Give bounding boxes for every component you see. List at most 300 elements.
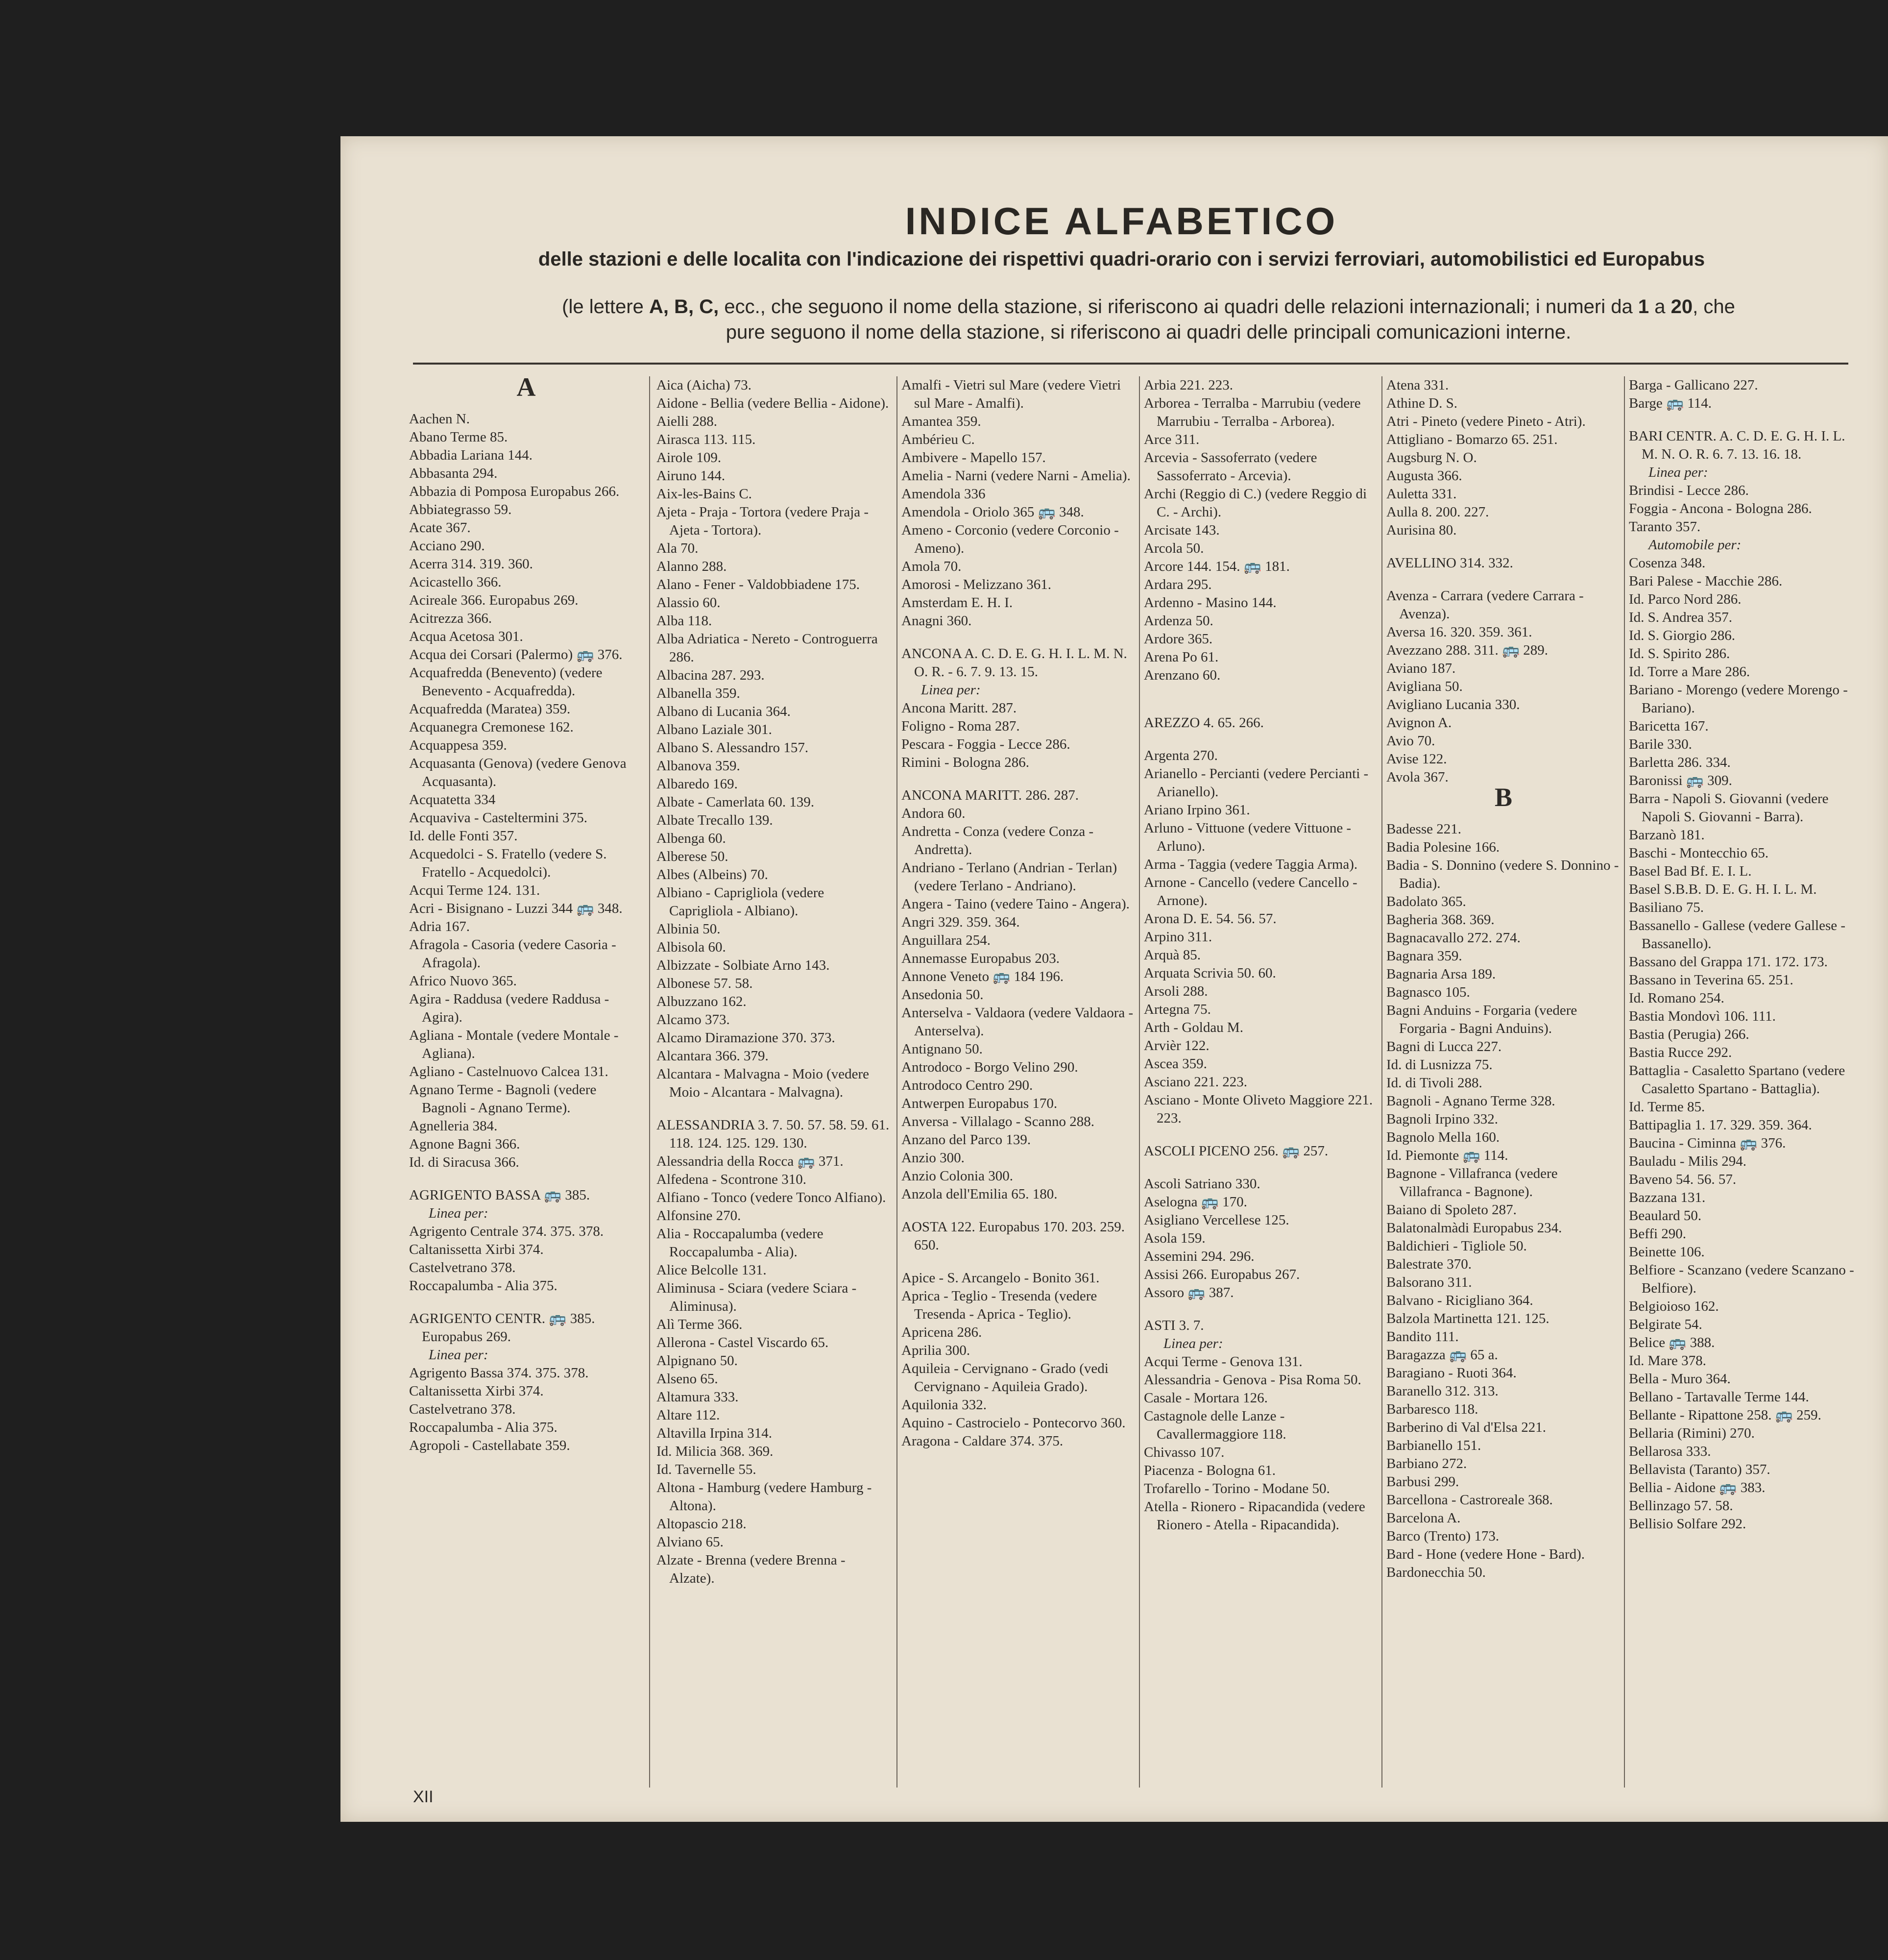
index-entry: Andretta - Conza (vedere Conza - Andretta).	[901, 824, 1094, 858]
index-entry: Albiano - Caprigliola (vedere Caprigliola - Albiano).	[656, 885, 824, 919]
index-entry: Alassio 60.	[656, 595, 721, 611]
index-entry: Anagni 360.	[901, 613, 972, 629]
index-entry: Aquino - Castrocielo - Pontecorvo 360.	[901, 1415, 1126, 1431]
index-entry: AOSTA 122. Europabus 170. 203. 259. 650.	[901, 1219, 1125, 1253]
index-entry: Altavilla Irpina 314.	[656, 1425, 772, 1441]
route-label: Linea per:	[429, 1347, 488, 1363]
index-entry: Bardonecchia 50.	[1386, 1565, 1486, 1580]
index-entry: Bastia (Perugia) 266.	[1629, 1027, 1749, 1042]
index-entry: Bellaria (Rimini) 270.	[1629, 1425, 1755, 1441]
index-entry: Arth - Goldau M.	[1144, 1020, 1243, 1035]
index-entry: Aversa 16. 320. 359. 361.	[1386, 624, 1532, 640]
index-column-1	[409, 376, 643, 1788]
index-entry: Bassano del Grappa 171. 172. 173.	[1629, 954, 1828, 970]
index-entry: Id. delle Fonti 357.	[409, 828, 518, 844]
index-entry: Barra - Napoli S. Giovanni (vedere Napoli S. Giovanni - Barra).	[1629, 791, 1829, 825]
index-entry: Bagnone - Villafranca (vedere Villafranca - Bagnone).	[1386, 1166, 1558, 1200]
index-entry: ASCOLI PICENO 256. 🚌 257.	[1144, 1143, 1329, 1159]
index-entry: Acquappesa 359.	[409, 737, 507, 753]
index-entry: Afragola - Casoria (vedere Casoria - Afragola).	[409, 937, 616, 971]
index-entry: Cosenza 348.	[1629, 555, 1706, 571]
index-column-3	[901, 376, 1136, 1788]
index-entry: Apricena 286.	[901, 1324, 982, 1340]
index-entry: Bellisio Solfare 292.	[1629, 1516, 1746, 1532]
index-entry: Bagni di Lucca 227.	[1386, 1039, 1502, 1054]
index-entry: Annemasse Europabus 203.	[901, 951, 1060, 966]
index-entry: Aidone - Bellia (vedere Bellia - Aidone).	[656, 395, 889, 411]
column-divider	[649, 376, 650, 1788]
index-entry: Baveno 54. 56. 57.	[1629, 1172, 1737, 1187]
index-entry: Id. S. Andrea 357.	[1629, 610, 1733, 625]
index-entry: Beinette 106.	[1629, 1244, 1705, 1260]
route-label: Linea per:	[1163, 1336, 1223, 1351]
index-entry: Allerona - Castel Viscardo 65.	[656, 1335, 829, 1350]
index-entry: Aliminusa - Sciara (vedere Sciara - Aliminusa).	[656, 1280, 857, 1314]
index-entry: Albes (Albeins) 70.	[656, 867, 768, 882]
index-entry: Baschi - Montecchio 65.	[1629, 845, 1769, 861]
index-entry: Barbiano 272.	[1386, 1456, 1467, 1471]
index-entry: Id. S. Giorgio 286.	[1629, 628, 1735, 643]
spacer	[656, 1102, 891, 1116]
index-entry: Alì Terme 366.	[656, 1317, 743, 1332]
index-entry: Altona - Hamburg (vedere Hamburg - Altona).	[656, 1480, 872, 1514]
index-entry: Acciano 290.	[409, 538, 485, 554]
index-entry: Baragiano - Ruoti 364.	[1386, 1365, 1517, 1381]
index-entry: Bauladu - Milis 294.	[1629, 1153, 1747, 1169]
index-entry: Beaulard 50.	[1629, 1208, 1702, 1224]
index-entry: Arquà 85.	[1144, 947, 1201, 963]
index-entry: Barco (Trento) 173.	[1386, 1528, 1500, 1544]
index-entry: Barcelona A.	[1386, 1510, 1461, 1526]
index-entry: Alviano 65.	[656, 1534, 724, 1550]
index-entry: Ameno - Corconio (vedere Corconio - Ameno).	[901, 522, 1119, 556]
spacer	[1629, 413, 1863, 427]
index-entry: Chivasso 107.	[1144, 1445, 1225, 1460]
index-entry: Antignano 50.	[901, 1041, 983, 1057]
index-entry: Barbusi 299.	[1386, 1474, 1459, 1490]
index-entry: Atella - Rionero - Ripacandida (vedere Rionero - Atella - Ripacandida).	[1144, 1499, 1365, 1533]
index-entry: Agnelleria 384.	[409, 1118, 498, 1134]
index-entry: Battipaglia 1. 17. 329. 359. 364.	[1629, 1117, 1812, 1133]
index-entry: Balsorano 311.	[1386, 1274, 1472, 1290]
index-entry: Castelvetrano 378.	[409, 1401, 516, 1417]
index-entry: Bandito 111.	[1386, 1329, 1459, 1345]
index-entry: Bard - Hone (vedere Hone - Bard).	[1386, 1546, 1585, 1562]
index-entry: Amola 70.	[901, 559, 962, 574]
index-entry: Piacenza - Bologna 61.	[1144, 1463, 1276, 1478]
spacer	[1144, 732, 1378, 747]
index-entry: Ariano Irpino 361.	[1144, 802, 1250, 818]
index-entry: Barge 🚌 114.	[1629, 395, 1712, 411]
index-entry: Bella - Muro 364.	[1629, 1371, 1731, 1387]
index-entry: Antrodoco - Borgo Velino 290.	[901, 1059, 1078, 1075]
index-entry: Castelvetrano 378.	[409, 1260, 516, 1275]
index-entry: Id. di Tivoli 288.	[1386, 1075, 1482, 1091]
index-entry: Alberese 50.	[656, 849, 728, 864]
index-entry: Basiliano 75.	[1629, 900, 1704, 915]
index-entry: Adria 167.	[409, 919, 470, 934]
index-entry: Aulla 8. 200. 227.	[1386, 504, 1489, 520]
index-entry: Id. Torre a Mare 286.	[1629, 664, 1750, 680]
index-entry: Acri - Bisignano - Luzzi 344 🚌 348.	[409, 901, 623, 916]
index-entry: Arcore 144. 154. 🚌 181.	[1144, 559, 1290, 574]
index-entry: Baranello 312. 313.	[1386, 1383, 1499, 1399]
index-entry: Roccapalumba - Alia 375.	[409, 1420, 557, 1435]
spacer	[1144, 1160, 1378, 1175]
index-entry: Arona D. E. 54. 56. 57.	[1144, 911, 1277, 927]
index-entry: Beffi 290.	[1629, 1226, 1687, 1242]
index-entry: Aielli 288.	[656, 414, 718, 429]
index-entry: Aragona - Caldare 374. 375.	[901, 1433, 1064, 1449]
index-entry: Bastia Mondovì 106. 111.	[1629, 1008, 1776, 1024]
index-entry: Acqui Terme - Genova 131.	[1144, 1354, 1303, 1370]
index-entry: Barile 330.	[1629, 736, 1692, 752]
index-entry: Bagnoli - Agnano Terme 328.	[1386, 1093, 1555, 1109]
index-entry: Arena Po 61.	[1144, 649, 1219, 665]
index-entry: Balzola Martinetta 121. 125.	[1386, 1311, 1549, 1326]
index-entry: Anzano del Parco 139.	[901, 1132, 1031, 1148]
index-entry: Albate - Camerlata 60. 139.	[656, 794, 815, 810]
index-entry: Andriano - Terlano (Andrian - Terlan) (vedere Terlano - Andriano).	[901, 860, 1117, 894]
index-entry: Abbadia Lariana 144.	[409, 447, 533, 463]
index-entry: Avigliana 50.	[1386, 679, 1463, 694]
spacer	[901, 1254, 1136, 1269]
index-entry: Acqua Acetosa 301.	[409, 629, 523, 644]
index-entry: Anzio 300.	[901, 1150, 965, 1166]
index-entry: Albaredo 169.	[656, 776, 738, 792]
index-entry: Asciano - Monte Oliveto Maggiore 221. 223.	[1144, 1092, 1373, 1126]
index-entry: Bagnolo Mella 160.	[1386, 1129, 1500, 1145]
index-entry: Anversa - Villalago - Scanno 288.	[901, 1114, 1094, 1129]
index-column-2	[656, 376, 891, 1788]
index-entry: Ala 70.	[656, 540, 699, 556]
index-entry: Arenzano 60.	[1144, 667, 1221, 683]
index-entry: Ajeta - Praja - Tortora (vedere Praja - Ajeta - Tortora).	[656, 504, 869, 538]
index-entry: Arpino 311.	[1144, 929, 1212, 945]
index-entry: Assoro 🚌 387.	[1144, 1285, 1234, 1300]
index-entry: Alcantara - Malvagna - Moio (vedere Moio - Alcantara - Malvagna).	[656, 1066, 869, 1100]
index-entry: Avezzano 288. 311. 🚌 289.	[1386, 642, 1549, 658]
index-entry: Abbiategrasso 59.	[409, 502, 512, 517]
index-entry: ASTI 3. 7.	[1144, 1318, 1204, 1333]
index-entry: Agnone Bagni 366.	[409, 1136, 520, 1152]
index-entry: Avise 122.	[1386, 751, 1447, 767]
index-entry: Albate Trecallo 139.	[656, 812, 773, 828]
index-entry: Anzola dell'Emilia 65. 180.	[901, 1186, 1058, 1202]
index-entry: Belgirate 54.	[1629, 1317, 1702, 1332]
index-entry: Bellinzago 57. 58.	[1629, 1498, 1733, 1514]
index-entry: Africo Nuovo 365.	[409, 973, 517, 989]
column-divider	[1139, 376, 1140, 1788]
index-entry: Id. Terme 85.	[1629, 1099, 1705, 1115]
index-entry: Ardara 295.	[1144, 577, 1212, 592]
index-entry: Arvièr 122.	[1144, 1038, 1210, 1054]
index-entry: Bagnoli Irpino 332.	[1386, 1111, 1498, 1127]
index-entry: Arcola 50.	[1144, 540, 1204, 556]
index-entry: Assisi 266. Europabus 267.	[1144, 1267, 1300, 1282]
index-entry: Aquilonia 332.	[901, 1397, 987, 1413]
index-entry: Agrigento Bassa 374. 375. 378.	[409, 1365, 589, 1381]
index-entry: Acquanegra Cremonese 162.	[409, 719, 574, 735]
spacer	[1144, 1302, 1378, 1317]
index-entry: Atri - Pineto (vedere Pineto - Atri).	[1386, 414, 1586, 429]
index-entry: ALESSANDRIA 3. 7. 50. 57. 58. 59. 61. 118. 124. 125. 129. 130.	[656, 1117, 890, 1151]
index-entry: ANCONA MARITT. 286. 287.	[901, 787, 1079, 803]
index-entry: Bazzana 131.	[1629, 1190, 1706, 1205]
index-entry: Avenza - Carrara (vedere Carrara - Avenza).	[1386, 588, 1584, 622]
index-entry: Aprilia 300.	[901, 1343, 970, 1358]
index-entry: Alessandria della Rocca 🚌 371.	[656, 1153, 844, 1169]
spacer	[901, 1203, 1136, 1218]
spacer	[901, 630, 1136, 645]
index-entry: Amendola - Oriolo 365 🚌 348.	[901, 504, 1084, 520]
index-entry: Arce 311.	[1144, 432, 1200, 447]
index-entry: Atena 331.	[1386, 377, 1449, 393]
index-entry: AGRIGENTO BASSA 🚌 385.	[409, 1187, 590, 1203]
index-entry: Balvano - Ricigliano 364.	[1386, 1293, 1533, 1308]
index-entry: Aix-les-Bains C.	[656, 486, 752, 502]
page-title: INDICE ALFABETICO	[905, 199, 1338, 243]
index-entry: Avigliano Lucania 330.	[1386, 697, 1520, 712]
index-entry: Bagnaria Arsa 189.	[1386, 966, 1496, 982]
index-entry: Balatonalmàdi Europabus 234.	[1386, 1220, 1562, 1236]
index-column-5	[1386, 376, 1621, 1788]
note-text: pure seguono il nome della stazione, si riferiscono ai quadri delle principali comunicazioni interne.	[726, 321, 1572, 343]
index-entry: Aachen N.	[409, 411, 470, 427]
explanatory-note	[340, 294, 1888, 345]
spacer	[409, 1295, 643, 1310]
index-entry: Alfonsine 270.	[656, 1208, 741, 1224]
index-entry: Asigliano Vercellese 125.	[1144, 1212, 1289, 1228]
index-entry: Aselogna 🚌 170.	[1144, 1194, 1247, 1210]
index-entry: Baldichieri - Tigliole 50.	[1386, 1238, 1527, 1254]
index-entry: Caltanissetta Xirbi 374.	[409, 1383, 544, 1399]
index-entry: Ansedonia 50.	[901, 987, 984, 1003]
index-entry: Bassanello - Gallese (vedere Gallese - Bassanello).	[1629, 918, 1846, 952]
index-entry: Agropoli - Castellabate 359.	[409, 1438, 570, 1453]
index-entry: Auletta 331.	[1386, 486, 1457, 502]
note-number: 20	[1670, 296, 1693, 318]
index-entry: Airole 109.	[656, 450, 722, 466]
index-entry: Abano Terme 85.	[409, 429, 508, 445]
index-entry: Albinia 50.	[656, 921, 721, 937]
header-rule	[413, 363, 1848, 365]
index-entry: Barcellona - Castroreale 368.	[1386, 1492, 1553, 1508]
index-entry: Barberino di Val d'Elsa 221.	[1386, 1420, 1547, 1435]
index-entry: Taranto 357.	[1629, 519, 1701, 535]
index-entry: Badia Polesine 166.	[1386, 839, 1500, 855]
spacer	[1144, 685, 1378, 714]
index-entry: Acitrezza 366.	[409, 611, 492, 626]
index-entry: BARI CENTR. A. C. D. E. G. H. I. L. M. N. O. R. 6. 7. 13. 16. 18.	[1629, 428, 1845, 462]
index-entry: Altopascio 218.	[656, 1516, 747, 1532]
index-entry: Acqua dei Corsari (Palermo) 🚌 376.	[409, 647, 623, 662]
index-entry: Acquatetta 334	[409, 792, 496, 808]
index-entry: Agliano - Castelnuovo Calcea 131.	[409, 1064, 608, 1079]
index-entry: Alcamo 373.	[656, 1012, 730, 1028]
index-entry: Amalfi - Vietri sul Mare (vedere Vietri sul Mare - Amalfi).	[901, 377, 1121, 411]
index-entry: Amendola 336	[901, 486, 986, 502]
index-entry: AVELLINO 314. 332.	[1386, 555, 1513, 571]
index-entry: Amorosi - Melizzano 361.	[901, 577, 1052, 592]
index-entry: Alzate - Brenna (vedere Brenna - Alzate).	[656, 1552, 846, 1586]
index-entry: Albonese 57. 58.	[656, 976, 753, 991]
index-column-4	[1144, 376, 1378, 1788]
index-entry: Anguillara 254.	[901, 932, 991, 948]
index-entry: Airuno 144.	[656, 468, 726, 484]
index-entry: Andora 60.	[901, 806, 966, 821]
index-page	[340, 136, 1888, 1822]
index-entry: Albano di Lucania 364.	[656, 704, 791, 719]
index-entry: Bari Palese - Macchie 286.	[1629, 573, 1783, 589]
index-entry: Agrigento Centrale 374. 375. 378.	[409, 1224, 604, 1239]
route-label: Linea per:	[429, 1205, 488, 1221]
page-subtitle: delle stazioni e delle localita con l'indicazione dei rispettivi quadri-orario con i servizi ferroviari, automobilistici ed Europabus	[538, 248, 1705, 270]
index-entry: Athine D. S.	[1386, 395, 1457, 411]
note-letters: A, B, C,	[649, 296, 719, 318]
index-entry: Agliana - Montale (vedere Montale - Agliana).	[409, 1028, 619, 1061]
index-entry: Arnone - Cancello (vedere Cancello - Arnone).	[1144, 875, 1357, 908]
index-entry: Alano - Fener - Valdobbiadene 175.	[656, 577, 860, 592]
index-entry: Angri 329. 359. 364.	[901, 914, 1020, 930]
index-entry: Arluno - Vittuone (vedere Vittuone - Arluno).	[1144, 820, 1352, 854]
index-entry: Albacina 287. 293.	[656, 667, 765, 683]
index-entry: Augusta 366.	[1386, 468, 1462, 484]
index-entry: Archi (Reggio di C.) (vedere Reggio di C. - Archi).	[1144, 486, 1367, 520]
index-entry: Bagnasco 105.	[1386, 984, 1470, 1000]
letter-heading: A	[516, 376, 536, 402]
index-entry: Badia - S. Donnino (vedere S. Donnino - Badia).	[1386, 858, 1619, 891]
index-entry: Baiano di Spoleto 287.	[1386, 1202, 1517, 1218]
index-entry: Albanella 359.	[656, 686, 740, 701]
index-entry: Artegna 75.	[1144, 1002, 1211, 1017]
index-entry: Alice Belcolle 131.	[656, 1262, 767, 1278]
index-entry: Assemini 294. 296.	[1144, 1249, 1255, 1264]
index-entry: Avio 70.	[1386, 733, 1435, 749]
index-entry: Foligno - Roma 287.	[901, 718, 1020, 734]
index-entry: Baricetta 167.	[1629, 718, 1709, 734]
index-entry: ANCONA A. C. D. E. G. H. I. L. M. N. O. R. - 6. 7. 9. 13. 15.	[901, 646, 1127, 680]
route-label: Linea per:	[1648, 465, 1708, 480]
index-entry: Caltanissetta Xirbi 374.	[409, 1242, 544, 1257]
index-entry: Basel Bad Bf. E. I. L.	[1629, 863, 1752, 879]
index-entry: Balestrate 370.	[1386, 1256, 1472, 1272]
index-entry: Badolato 365.	[1386, 894, 1466, 909]
spacer	[901, 772, 1136, 786]
index-entry: Baucina - Ciminna 🚌 376.	[1629, 1135, 1786, 1151]
index-column-6	[1629, 376, 1863, 1788]
index-entry: Agira - Raddusa (vedere Raddusa - Agira).	[409, 991, 609, 1025]
index-entry: Alpignano 50.	[656, 1353, 738, 1369]
index-columns	[409, 376, 1854, 1788]
index-entry: Barzanò 181.	[1629, 827, 1705, 843]
index-entry: AREZZO 4. 65. 266.	[1144, 715, 1264, 731]
route-label: Linea per:	[921, 682, 981, 698]
index-entry: Bagni Anduins - Forgaria (vedere Forgaria - Bagni Anduins).	[1386, 1003, 1577, 1036]
index-entry: Acicastello 366.	[409, 574, 502, 590]
index-entry: Belgioioso 162.	[1629, 1298, 1719, 1314]
index-entry: Brindisi - Lecce 286.	[1629, 483, 1749, 498]
index-entry: Barga - Gallicano 227.	[1629, 377, 1758, 393]
index-entry: Albuzzano 162.	[656, 994, 747, 1009]
index-entry: Albano S. Alessandro 157.	[656, 740, 809, 756]
index-entry: Ambérieu C.	[901, 432, 975, 447]
index-entry: Baragazza 🚌 65 a.	[1386, 1347, 1498, 1363]
index-entry: Bagnara 359.	[1386, 948, 1462, 964]
index-entry: Bellavista (Taranto) 357.	[1629, 1462, 1770, 1477]
index-entry: Aprica - Teglio - Tresenda (vedere Tresenda - Aprica - Teglio).	[901, 1288, 1097, 1322]
index-entry: Asciano 221. 223.	[1144, 1074, 1248, 1090]
index-entry: Bariano - Morengo (vedere Morengo - Bariano).	[1629, 682, 1848, 716]
index-entry: Battaglia - Casaletto Spartano (vedere Casaletto Spartano - Battaglia).	[1629, 1063, 1845, 1097]
spacer	[1144, 1127, 1378, 1142]
index-entry: Belice 🚌 388.	[1629, 1335, 1715, 1350]
index-entry: Alba 118.	[656, 613, 712, 629]
index-entry: Alia - Roccapalumba (vedere Roccapalumba - Alia).	[656, 1226, 823, 1260]
letter-heading: B	[1494, 783, 1513, 812]
index-entry: Id. di Siracusa 366.	[409, 1154, 519, 1170]
index-entry: Alseno 65.	[656, 1371, 718, 1387]
spacer	[1386, 572, 1621, 587]
index-entry: Id. S. Spirito 286.	[1629, 646, 1730, 662]
index-entry: Basel S.B.B. D. E. G. H. I. L. M.	[1629, 882, 1817, 897]
column-divider	[1624, 376, 1625, 1788]
index-entry: Annone Veneto 🚌 184 196.	[901, 969, 1064, 984]
index-entry: Acate 367.	[409, 520, 471, 536]
index-entry: Argenta 270.	[1144, 748, 1218, 763]
index-entry: Acqui Terme 124. 131.	[409, 882, 540, 898]
index-entry: Amantea 359.	[901, 414, 981, 429]
index-entry: Rimini - Bologna 286.	[901, 755, 1029, 770]
index-entry: Bagnacavallo 272. 274.	[1386, 930, 1521, 946]
index-entry: Id. Piemonte 🚌 114.	[1386, 1148, 1508, 1163]
page-number: XII	[413, 1788, 434, 1806]
index-entry: Arborea - Terralba - Marrubiu (vedere Marrubiu - Terralba - Arborea).	[1144, 395, 1361, 429]
index-entry: Alfiano - Tonco (vedere Tonco Alfiano).	[656, 1190, 886, 1205]
index-entry: Apice - S. Arcangelo - Bonito 361.	[901, 1270, 1100, 1286]
index-entry: Aquileia - Cervignano - Grado (vedi Cervignano - Aquileia Grado).	[901, 1361, 1109, 1395]
index-entry: Id. di Lusnizza 75.	[1386, 1057, 1493, 1073]
index-entry: Id. Mare 378.	[1629, 1353, 1706, 1369]
index-entry: Avola 367.	[1386, 769, 1449, 785]
index-entry: Casale - Mortara 126.	[1144, 1390, 1268, 1406]
index-entry: Bellante - Ripattone 258. 🚌 259.	[1629, 1407, 1821, 1423]
index-entry: Ascoli Satriano 330.	[1144, 1176, 1260, 1192]
index-entry: Bellarosa 333.	[1629, 1444, 1711, 1459]
index-entry: Badesse 221.	[1386, 821, 1462, 837]
index-entry: Anzio Colonia 300.	[901, 1168, 1013, 1184]
index-entry: Abbazia di Pomposa Europabus 266.	[409, 484, 620, 499]
index-entry: Acquafredda (Maratea) 359.	[409, 701, 571, 717]
index-entry: Alanno 288.	[656, 559, 727, 574]
index-entry: Acquedolci - S. Fratello (vedere S. Fratello - Acquedolci).	[409, 846, 607, 880]
index-entry: Arcisate 143.	[1144, 522, 1220, 538]
index-entry: Baronissi 🚌 309.	[1629, 773, 1732, 788]
note-number: 1	[1638, 296, 1649, 318]
index-entry: Angera - Taino (vedere Taino - Angera).	[901, 896, 1130, 912]
index-entry: Id. Milicia 368. 369.	[656, 1444, 774, 1459]
index-entry: Ardenno - Masino 144.	[1144, 595, 1277, 611]
index-entry: Ascea 359.	[1144, 1056, 1207, 1072]
index-entry: Bellia - Aidone 🚌 383.	[1629, 1480, 1766, 1495]
index-entry: Bellano - Tartavalle Terme 144.	[1629, 1389, 1809, 1405]
index-entry: Alfedena - Scontrone 310.	[656, 1172, 807, 1187]
note-text: , che	[1693, 296, 1735, 318]
index-entry: Augsburg N. O.	[1386, 450, 1477, 466]
index-entry: Alcantara 366. 379.	[656, 1048, 769, 1064]
index-entry: Alba Adriatica - Nereto - Controguerra 286.	[656, 631, 878, 665]
index-entry: Aurisina 80.	[1386, 522, 1457, 538]
